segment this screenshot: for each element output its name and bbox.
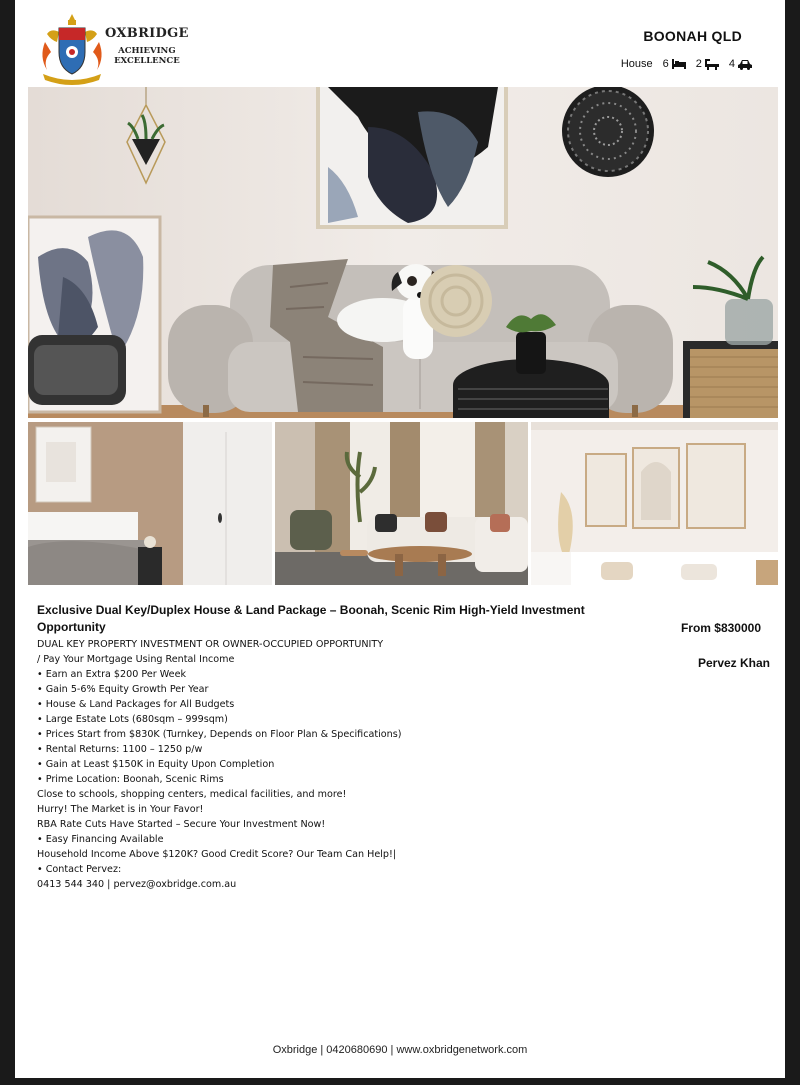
description-line: • Easy Financing Available: [37, 834, 164, 845]
description-line: DUAL KEY PROPERTY INVESTMENT OR OWNER-OCCUPIED OPPORTUNITY: [37, 639, 384, 650]
tagline-line-1: ACHIEVING: [118, 46, 176, 56]
oxbridge-logo: [37, 12, 187, 86]
description-line: • Large Estate Lots (680sqm – 999sqm): [37, 714, 228, 725]
bedroom-thumbnail-image: [28, 422, 272, 585]
description-line: • Prime Location: Boonah, Scenic Rims: [37, 774, 224, 785]
brand-tagline: [105, 46, 189, 66]
description-line: • Prices Start from $830K (Turnkey, Depends on Floor Plan & Specifications): [37, 729, 402, 740]
brand-text: [105, 26, 189, 66]
brand-name: OXBRIDGE: [105, 26, 189, 41]
bedrooms-value: 6: [662, 58, 669, 70]
listing-description: [37, 637, 597, 892]
description-line: / Pay Your Mortgage Using Rental Income: [37, 654, 235, 665]
brochure-page: [15, 0, 785, 1078]
listing-title: Exclusive Dual Key/Duplex House & Land Package – Boonah, Scenic Rim High-Yield Investment Opportunity: [37, 603, 585, 634]
description-line: • Contact Pervez:: [37, 864, 122, 875]
lounge-thumbnail-image: [275, 422, 528, 585]
description-line: • Gain at Least $150K in Equity Upon Completion: [37, 759, 275, 770]
bedrooms-count: [663, 58, 686, 70]
car-icon: [738, 59, 752, 70]
hero-living-room-image: [28, 87, 778, 418]
description-line: RBA Rate Cuts Have Started – Secure Your Investment Now!: [37, 819, 326, 830]
footer-contact: Oxbridge | 0420680690 | www.oxbridgenetwork.com: [272, 1044, 528, 1056]
contact-details: 0413 544 340 | pervez@oxbridge.com.au: [37, 879, 237, 890]
property-specs: [621, 58, 752, 70]
tagline-line-2: EXCELLENCE: [114, 56, 180, 66]
bathrooms-value: 2: [695, 58, 702, 70]
description-line: • Gain 5-6% Equity Growth Per Year: [37, 684, 209, 695]
description-line: Close to schools, shopping centers, medical facilities, and more!: [37, 789, 347, 800]
listing-price: From $830000: [680, 621, 761, 635]
property-type: House: [620, 58, 653, 70]
bath-icon: [705, 59, 719, 70]
crest-icon: [37, 12, 107, 86]
car-spaces-value: 4: [728, 58, 735, 70]
description-line: • Rental Returns: 1100 – 1250 p/w: [37, 744, 203, 755]
description-line: • Earn an Extra $200 Per Week: [37, 669, 187, 680]
frames-bedroom-thumbnail-image: [531, 422, 778, 585]
bed-icon: [672, 59, 686, 69]
agent-name: Pervez Khan: [697, 656, 770, 670]
bathrooms-count: [696, 58, 719, 70]
location-heading: BOONAH QLD: [643, 28, 742, 44]
description-line: Hurry! The Market is in Your Favor!: [37, 804, 204, 815]
car-spaces-count: [729, 58, 752, 70]
description-line: Household Income Above $120K? Good Credit Score? Our Team Can Help!|: [37, 849, 397, 860]
description-line: • House & Land Packages for All Budgets: [37, 699, 235, 710]
